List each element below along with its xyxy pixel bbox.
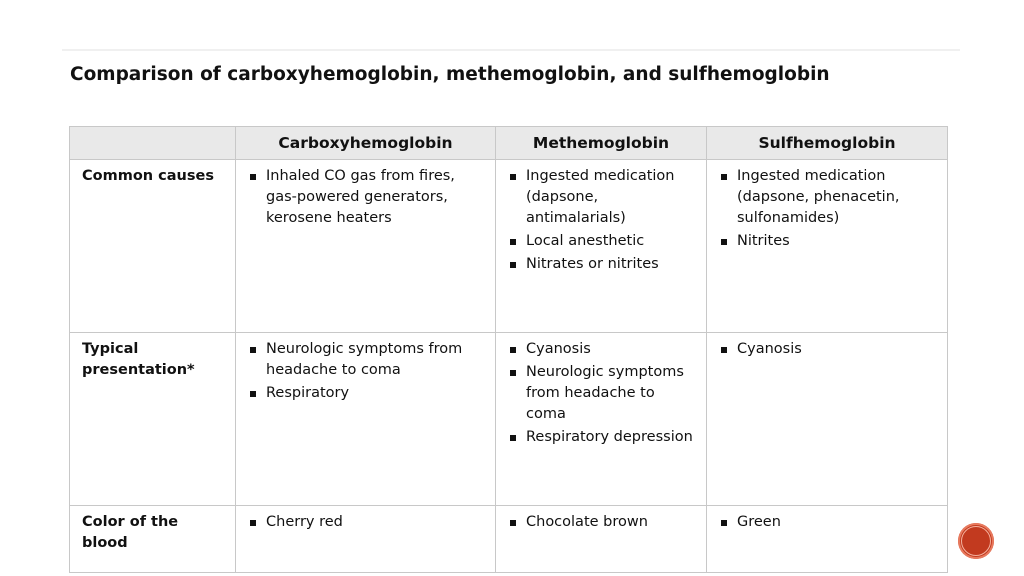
badge-ring [961, 526, 991, 556]
slide-number-badge [958, 523, 994, 559]
list-item: Cherry red [248, 512, 485, 533]
table-cell [236, 506, 496, 573]
list-item: Nitrites [719, 231, 937, 252]
slide-title: Comparison of carboxyhemoglobin, methemoglobin, and sulfhemoglobin [70, 64, 830, 85]
header-carboxyhemoglobin: Carboxyhemoglobin [236, 127, 496, 160]
bullet-list [248, 512, 485, 533]
comparison-table [69, 126, 948, 573]
table-cell [496, 333, 707, 506]
header-methemoglobin: Methemoglobin [496, 127, 707, 160]
list-item: Inhaled CO gas from fires, gas-powered generators, kerosene heaters [248, 166, 485, 229]
bullet-list [719, 339, 937, 360]
list-item: Ingested medication (dapsone, antimalarials) [508, 166, 696, 229]
table-cell [236, 160, 496, 333]
list-item: Neurologic symptoms from headache to coma [508, 362, 696, 425]
table-cell [496, 160, 707, 333]
table-cell [236, 333, 496, 506]
header-sulfhemoglobin: Sulfhemoglobin [707, 127, 948, 160]
bullet-list [508, 512, 696, 533]
list-item: Respiratory [248, 383, 485, 404]
list-item: Respiratory depression [508, 427, 696, 448]
header-empty-cell [70, 127, 236, 160]
bullet-list [719, 512, 937, 533]
row-label: Typical presentation* [70, 333, 236, 506]
list-item: Neurologic symptoms from headache to coma [248, 339, 485, 381]
list-item: Nitrates or nitrites [508, 254, 696, 275]
list-item: Ingested medication (dapsone, phenacetin, sulfonamides) [719, 166, 937, 229]
top-divider [62, 49, 960, 51]
bullet-list [719, 166, 937, 252]
list-item: Cyanosis [719, 339, 937, 360]
table-row-common-causes [70, 160, 948, 333]
table-cell [707, 506, 948, 573]
list-item: Green [719, 512, 937, 533]
bullet-list [508, 339, 696, 448]
table-row-color-of-blood [70, 506, 948, 573]
table-row-typical-presentation [70, 333, 948, 506]
bullet-list [248, 339, 485, 404]
table-cell [707, 333, 948, 506]
list-item: Chocolate brown [508, 512, 696, 533]
bullet-list [508, 166, 696, 275]
list-item: Local anesthetic [508, 231, 696, 252]
table-cell [496, 506, 707, 573]
bullet-list [248, 166, 485, 229]
row-label: Common causes [70, 160, 236, 333]
row-label: Color of the blood [70, 506, 236, 573]
header-row [70, 127, 948, 160]
list-item: Cyanosis [508, 339, 696, 360]
comparison-table-container [69, 126, 947, 551]
table-cell [707, 160, 948, 333]
